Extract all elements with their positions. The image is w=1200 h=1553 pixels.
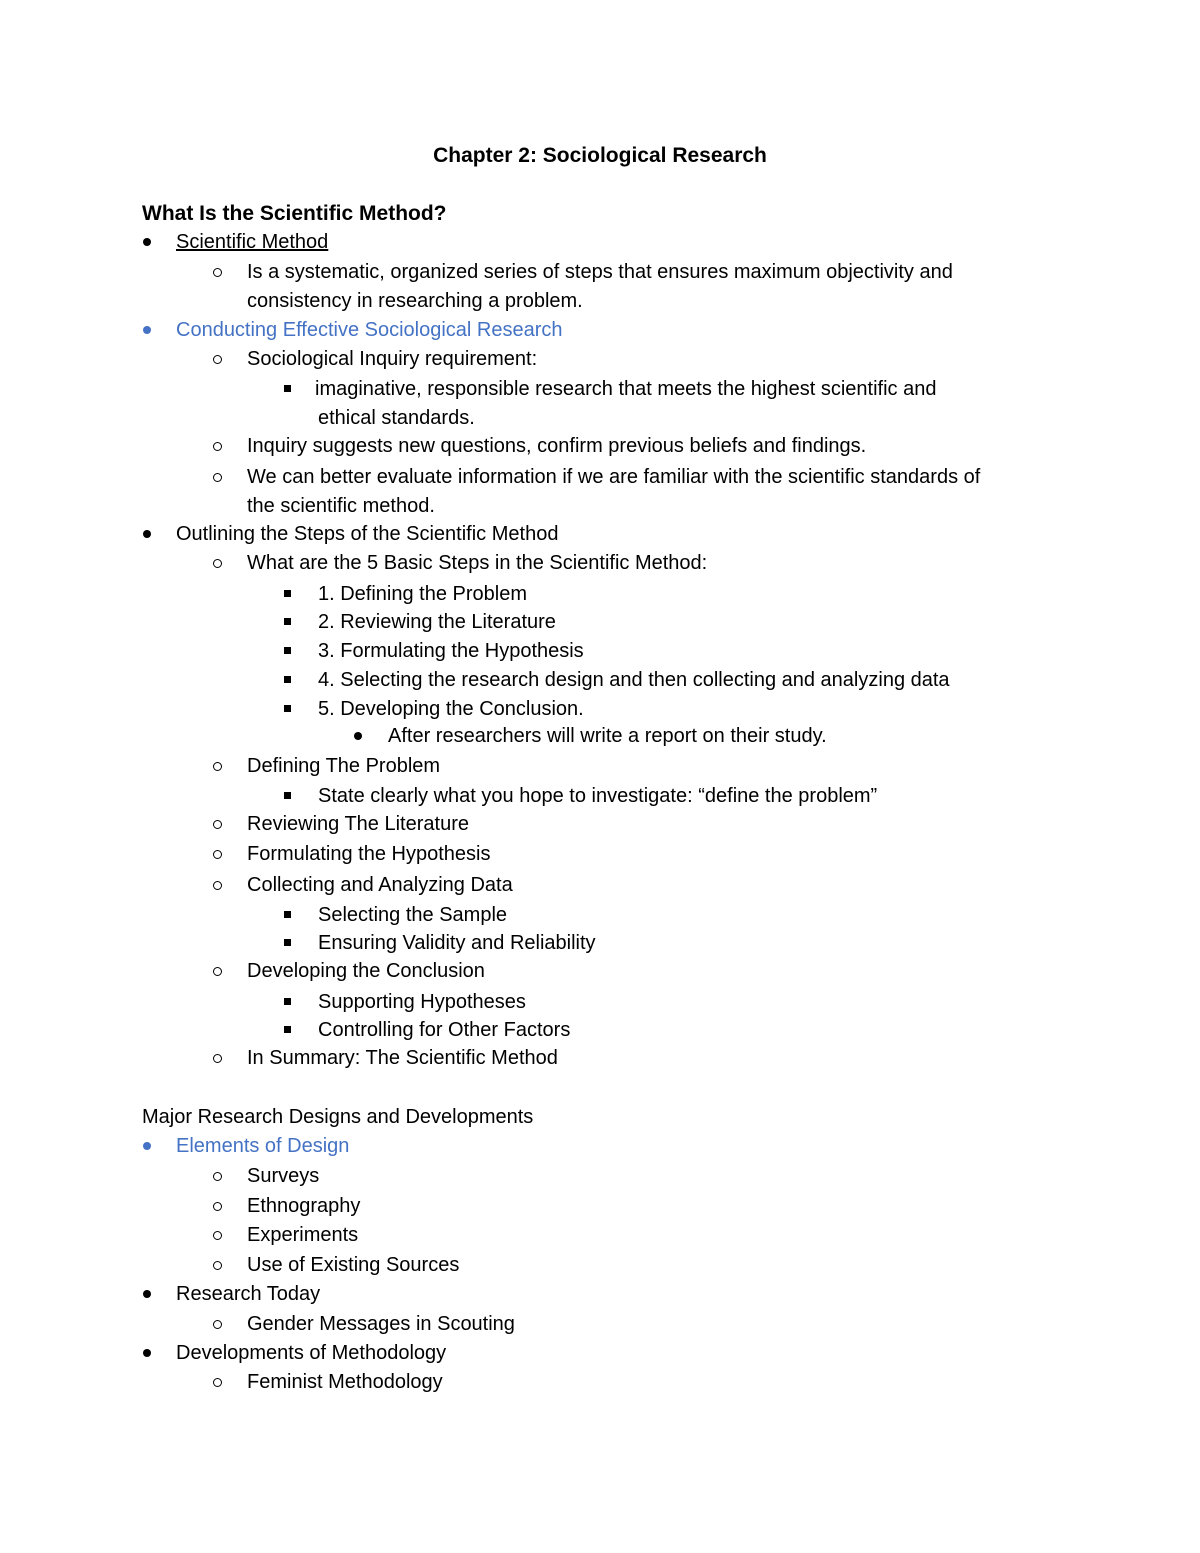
list-item-step-4: 4. Selecting the research design and then collecting and analyzing data xyxy=(318,669,950,691)
square-bullet-icon xyxy=(284,705,291,712)
list-item-evaluate: We can better evaluate information if we are familiar with the scientific standards of xyxy=(247,466,981,488)
square-bullet-icon xyxy=(284,647,291,654)
square-bullet-icon xyxy=(284,939,291,946)
circle-bullet-icon xyxy=(213,1054,222,1063)
list-item-scientific-method: Scientific Method xyxy=(176,231,329,253)
bullet-icon xyxy=(143,1142,151,1150)
list-item-evaluate-cont: the scientific method. xyxy=(247,495,435,517)
square-bullet-icon xyxy=(284,385,291,392)
circle-bullet-icon xyxy=(213,762,222,771)
bullet-icon xyxy=(143,238,151,246)
square-bullet-icon xyxy=(284,676,291,683)
list-item-elements: Elements of Design xyxy=(176,1135,350,1157)
circle-bullet-icon xyxy=(213,355,222,364)
section-heading-major-research: Major Research Designs and Developments xyxy=(142,1106,534,1128)
list-item-reviewing: Reviewing The Literature xyxy=(247,813,469,835)
list-item-surveys: Surveys xyxy=(247,1165,320,1187)
list-item-imaginative-cont: ethical standards. xyxy=(318,407,475,429)
list-item-supporting: Supporting Hypotheses xyxy=(318,991,526,1013)
circle-bullet-icon xyxy=(213,1172,222,1181)
circle-bullet-icon xyxy=(213,473,222,482)
list-item-definition-cont: consistency in researching a problem. xyxy=(247,290,583,312)
square-bullet-icon xyxy=(284,590,291,597)
square-bullet-icon xyxy=(284,792,291,799)
bullet-icon xyxy=(143,326,151,334)
list-item-step-1: 1. Defining the Problem xyxy=(318,583,528,605)
square-bullet-icon xyxy=(284,1026,291,1033)
list-item-developing: Developing the Conclusion xyxy=(247,960,485,982)
circle-bullet-icon xyxy=(213,1231,222,1240)
list-item-summary: In Summary: The Scientific Method xyxy=(247,1047,558,1069)
bullet-icon xyxy=(143,530,151,538)
circle-bullet-icon xyxy=(213,1202,222,1211)
circle-bullet-icon xyxy=(213,268,222,277)
list-item-imaginative: imaginative, responsible research that meets the highest scientific and xyxy=(315,378,937,400)
document-title: Chapter 2: Sociological Research xyxy=(433,144,767,167)
list-item-after: After researchers will write a report on their study. xyxy=(388,725,827,747)
list-item-outlining: Outlining the Steps of the Scientific Method xyxy=(176,523,559,545)
list-item-experiments: Experiments xyxy=(247,1224,359,1246)
list-item-inquiry-suggests: Inquiry suggests new questions, confirm previous beliefs and findings. xyxy=(247,435,867,457)
circle-bullet-icon xyxy=(213,442,222,451)
list-item-ensuring: Ensuring Validity and Reliability xyxy=(318,932,596,954)
list-item-formulating: Formulating the Hypothesis xyxy=(247,843,491,865)
list-item-existing-sources: Use of Existing Sources xyxy=(247,1254,460,1276)
list-item-controlling: Controlling for Other Factors xyxy=(318,1019,571,1041)
bullet-icon xyxy=(354,732,362,740)
list-item-ethnography: Ethnography xyxy=(247,1195,361,1217)
circle-bullet-icon xyxy=(213,881,222,890)
list-item-step-5: 5. Developing the Conclusion. xyxy=(318,698,584,720)
circle-bullet-icon xyxy=(213,967,222,976)
section-heading-scientific-method: What Is the Scientific Method? xyxy=(142,202,447,225)
circle-bullet-icon xyxy=(213,1378,222,1387)
list-item-step-3: 3. Formulating the Hypothesis xyxy=(318,640,584,662)
circle-bullet-icon xyxy=(213,1261,222,1270)
bullet-icon xyxy=(143,1349,151,1357)
circle-bullet-icon xyxy=(213,559,222,568)
list-item-step-2: 2. Reviewing the Literature xyxy=(318,611,556,633)
list-item-conducting: Conducting Effective Sociological Research xyxy=(176,319,563,341)
list-item-feminist: Feminist Methodology xyxy=(247,1371,443,1393)
list-item-research-today: Research Today xyxy=(176,1283,321,1305)
list-item-defining: Defining The Problem xyxy=(247,755,441,777)
list-item-definition: Is a systematic, organized series of steps that ensures maximum objectivity and xyxy=(247,261,953,283)
square-bullet-icon xyxy=(284,618,291,625)
square-bullet-icon xyxy=(284,911,291,918)
circle-bullet-icon xyxy=(213,820,222,829)
list-item-selecting-sample: Selecting the Sample xyxy=(318,904,508,926)
list-item-gender-messages: Gender Messages in Scouting xyxy=(247,1313,515,1335)
bullet-icon xyxy=(143,1290,151,1298)
list-item-inquiry-requirement: Sociological Inquiry requirement: xyxy=(247,348,538,370)
list-item-developments: Developments of Methodology xyxy=(176,1342,447,1364)
list-item-state-clearly: State clearly what you hope to investigate: “define the problem” xyxy=(318,785,878,807)
list-item-five-steps: What are the 5 Basic Steps in the Scientific Method: xyxy=(247,552,708,574)
list-item-collecting: Collecting and Analyzing Data xyxy=(247,874,513,896)
square-bullet-icon xyxy=(284,998,291,1005)
circle-bullet-icon xyxy=(213,850,222,859)
circle-bullet-icon xyxy=(213,1320,222,1329)
